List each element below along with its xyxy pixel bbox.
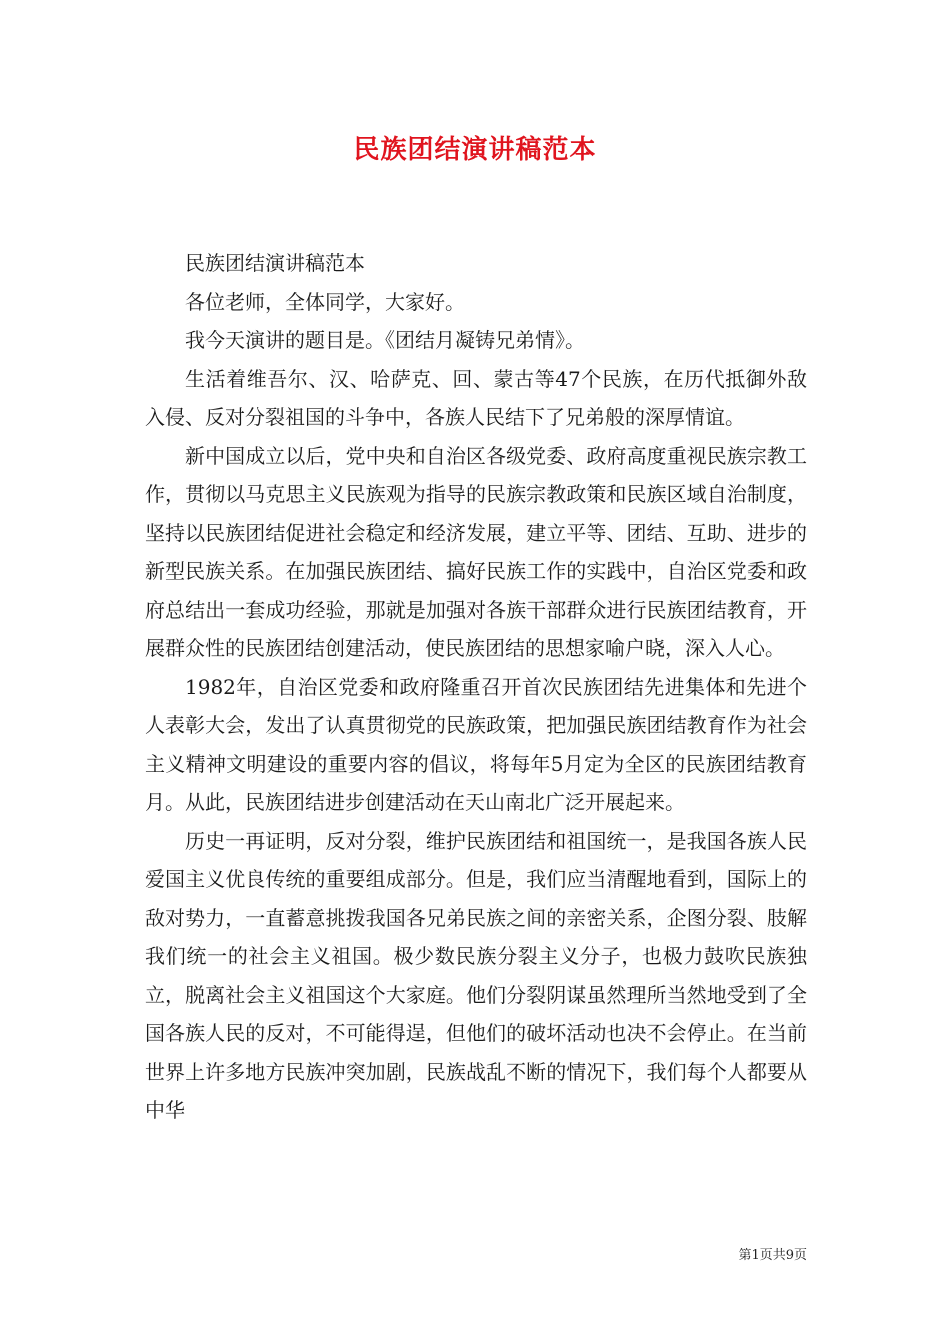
page-number: 第1页共9页 bbox=[738, 1248, 807, 1263]
document-title: 民族团结演讲稿范本 bbox=[353, 135, 597, 165]
paragraph-greeting: 各位老师，全体同学，大家好。 bbox=[185, 289, 465, 314]
document-body bbox=[145, 244, 807, 1130]
paragraph: 生活着维吾尔、汉、哈萨克、回、蒙古等47个民族，在历代抵御外敌入侵、反对分裂祖国的斗争中，各族人民结下了兄弟般的深厚情谊。 bbox=[145, 366, 807, 429]
paragraph: 历史一再证明，反对分裂，维护民族团结和祖国统一，是我国各族人民爱国主义优良传统的重要组成部分。但是，我们应当清醒地看到，国际上的敌对势力，一直蓄意挑拨我国各兄弟民族之间的亲密关系，企图分裂、肢解我们统一的社会主义祖国。极少数民族分裂主义分子，也极力鼓吹民族独立，脱离社会主义祖国这个大家庭。他们分裂阴谋虽然理所当然地受到了全国各族人民的反对，不可能得逞，但他们的破坏活动也决不会停止。在当前世界上许多地方民族冲突加剧，民族战乱不断的情况下，我们每个人都要从中华 bbox=[145, 828, 807, 1122]
paragraph: 新中国成立以后，党中央和自治区各级党委、政府高度重视民族宗教工作，贯彻以马克思主义民族观为指导的民族宗教政策和民族区域自治制度，坚持以民族团结促进社会稳定和经济发展，建立平等、团结、互助、进步的新型民族关系。在加强民族团结、搞好民族工作的实践中，自治区党委和政府总结出一套成功经验，那就是加强对各族干部群众进行民族团结教育，开展群众性的民族团结创建活动，使民族团结的思想家喻户晓，深入人心。 bbox=[145, 443, 807, 660]
paragraph-heading: 民族团结演讲稿范本 bbox=[185, 251, 365, 275]
paragraph: 1982年，自治区党委和政府隆重召开首次民族团结先进集体和先进个人表彰大会，发出了认真贯彻党的民族政策，把加强民族团结教育作为社会主义精神文明建设的重要内容的倡议，将每年5月定为全区的民族团结教育月。从此，民族团结进步创建活动在天山南北广泛开展起来。 bbox=[145, 674, 807, 814]
paragraph-topic: 我今天演讲的题目是。《团结月凝铸兄弟情》。 bbox=[185, 328, 585, 352]
